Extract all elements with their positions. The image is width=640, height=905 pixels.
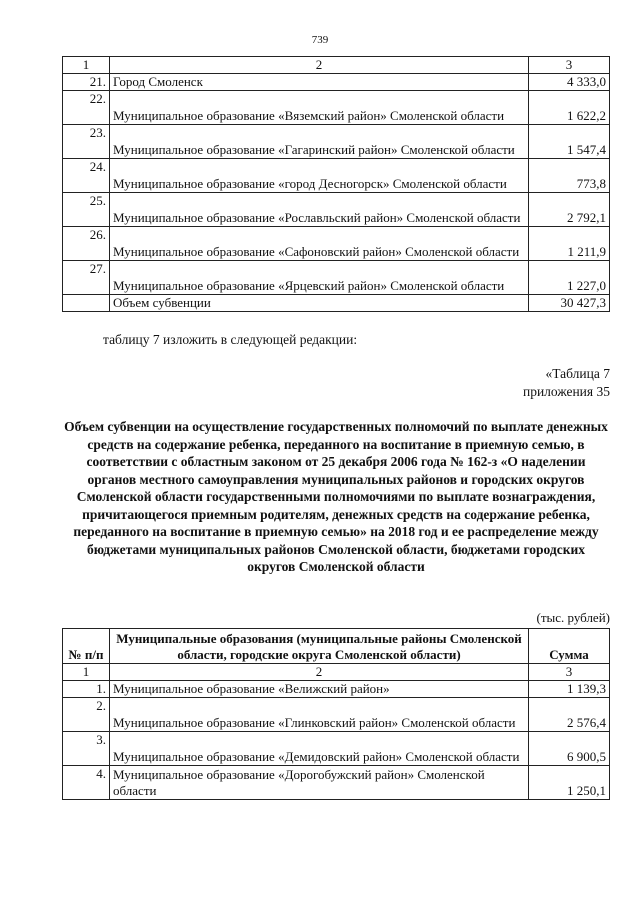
subvention-distribution-table — [62, 628, 610, 800]
row-number: 26. — [63, 227, 110, 261]
table-index-row — [63, 664, 610, 681]
row-number: 27. — [63, 261, 110, 295]
column-index-3: 3 — [529, 57, 610, 74]
table-row — [63, 74, 610, 91]
total-number-cell — [63, 295, 110, 312]
row-municipality: Муниципальное образование «Рославльский район» Смоленской области — [110, 193, 529, 227]
table-index-row — [63, 57, 610, 74]
row-amount: 1 622,2 — [529, 91, 610, 125]
table-row — [63, 159, 610, 193]
row-amount: 2 792,1 — [529, 193, 610, 227]
table-header-row — [63, 629, 610, 664]
row-number: 24. — [63, 159, 110, 193]
row-number: 1. — [63, 681, 110, 698]
row-amount: 6 900,5 — [529, 732, 610, 766]
row-amount: 2 576,4 — [529, 698, 610, 732]
row-amount: 1 250,1 — [529, 766, 610, 800]
row-number: 25. — [63, 193, 110, 227]
row-amount: 1 211,9 — [529, 227, 610, 261]
subvention-table-continued — [62, 56, 610, 312]
row-municipality: Муниципальное образование «Ярцевский район» Смоленской области — [110, 261, 529, 295]
row-municipality: Муниципальное образование «Дорогобужский район» Смоленской области — [110, 766, 529, 800]
table-row — [63, 125, 610, 159]
column-index-2: 2 — [110, 664, 529, 681]
row-number: 21. — [63, 74, 110, 91]
table-row — [63, 681, 610, 698]
row-amount: 773,8 — [529, 159, 610, 193]
row-municipality: Муниципальное образование «Велижский район» — [110, 681, 529, 698]
row-amount: 1 227,0 — [529, 261, 610, 295]
page-number: 739 — [311, 34, 329, 46]
row-number: 4. — [63, 766, 110, 800]
row-number: 3. — [63, 732, 110, 766]
table-row — [63, 193, 610, 227]
table-reference-label: «Таблица 7 — [545, 366, 610, 381]
row-amount: 1 139,3 — [529, 681, 610, 698]
column-index-1: 1 — [63, 664, 110, 681]
column-index-1: 1 — [63, 57, 110, 74]
amendment-intro-text: таблицу 7 изложить в следующей редакции: — [103, 332, 358, 347]
units-label: (тыс. рублей) — [536, 610, 610, 625]
row-municipality: Город Смоленск — [110, 74, 529, 91]
row-municipality: Муниципальное образование «Глинковский район» Смоленской области — [110, 698, 529, 732]
row-municipality: Муниципальное образование «Гагаринский район» Смоленской области — [110, 125, 529, 159]
row-amount: 4 333,0 — [529, 74, 610, 91]
table-row — [63, 698, 610, 732]
table-total-row — [63, 295, 610, 312]
row-municipality: Муниципальное образование «Сафоновский район» Смоленской области — [110, 227, 529, 261]
total-label: Объем субвенции — [110, 295, 529, 312]
total-value: 30 427,3 — [529, 295, 610, 312]
column-header-number: № п/п — [63, 629, 110, 664]
column-index-2: 2 — [110, 57, 529, 74]
row-number: 23. — [63, 125, 110, 159]
column-header-amount: Сумма — [529, 629, 610, 664]
column-index-3: 3 — [529, 664, 610, 681]
table-row — [63, 91, 610, 125]
row-municipality: Муниципальное образование «Вяземский район» Смоленской области — [110, 91, 529, 125]
appendix-reference-label: приложения 35 — [522, 384, 610, 399]
row-number: 22. — [63, 91, 110, 125]
row-municipality: Муниципальное образование «город Десногорск» Смоленской области — [110, 159, 529, 193]
column-header-municipality: Муниципальные образования (муниципальные районы Смоленской области, городские округа Смоленской области) — [110, 629, 529, 664]
row-amount: 1 547,4 — [529, 125, 610, 159]
table-row — [63, 766, 610, 800]
row-municipality: Муниципальное образование «Демидовский район» Смоленской области — [110, 732, 529, 766]
table-row — [63, 227, 610, 261]
table-row — [63, 732, 610, 766]
row-number: 2. — [63, 698, 110, 732]
table-row — [63, 261, 610, 295]
table-title: Объем субвенции на осуществление государственных полномочий по выплате денежных средств на содержание ребенка, переданного на воспитание в приемную семью, в соответствии с областным законом от 25 декабря 2006 года № 162-з «О наделении органов местного самоуправления муниципальных районов и городских округов Смоленской области государственными полномочиями по выплате вознаграждения, причитающегося приемным родителям, денежных средств на содержание ребенка, переданного на воспитание в приемную семью» на 2018 год и ее распределение между бюджетами муниципальных районов Смоленской области, бюджетами городских округов Смоленской области — [64, 419, 608, 574]
